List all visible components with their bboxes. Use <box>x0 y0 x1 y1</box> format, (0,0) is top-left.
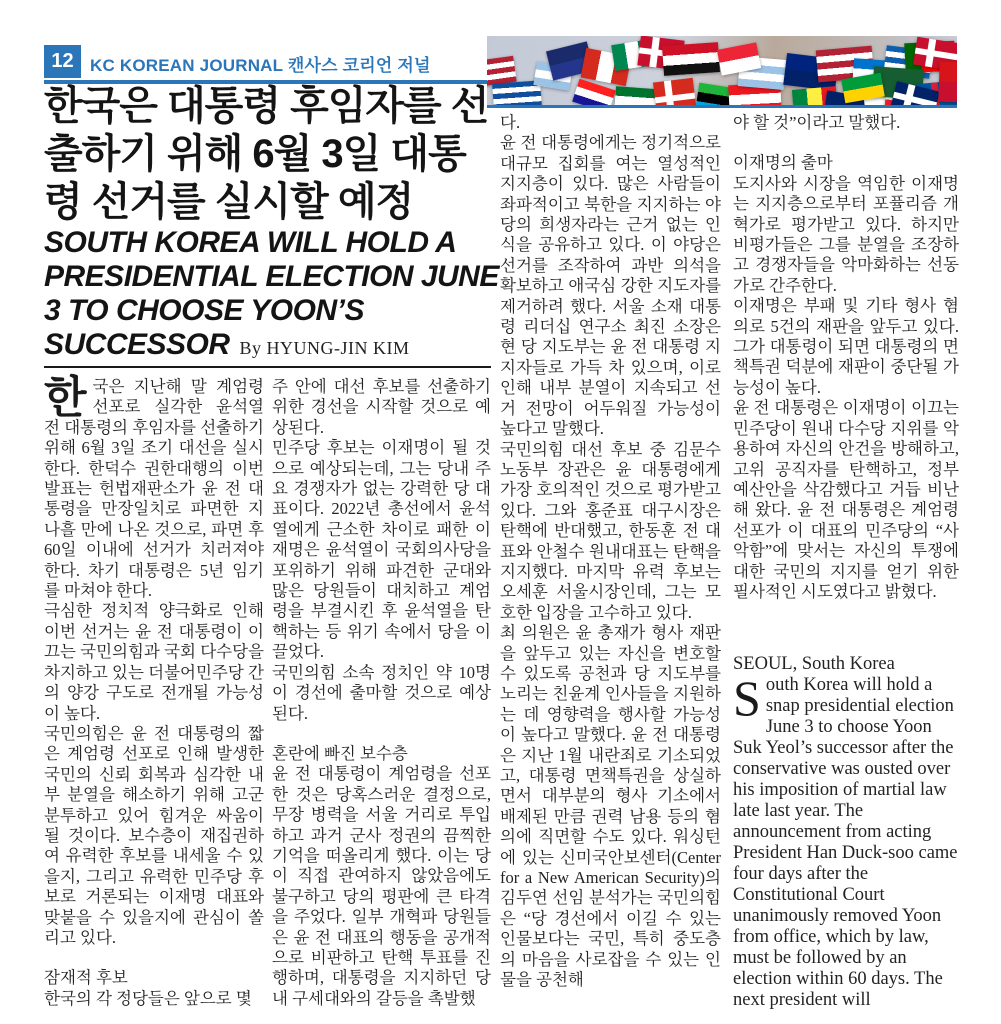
flag-iraq-icon <box>662 42 720 76</box>
flag-cross-bar <box>915 48 957 60</box>
flag-red-right-icon <box>938 62 957 103</box>
paragraph: 민주당 후보는 이재명이 될 것으로 예상되는데, 그는 당내 주요 경쟁자가 없는 강력한 당 대표이다. 2022년 총선에서 윤석열에게 근소한 차이로 패한 이재명은 윤석열이 국회의사당을 포위하기 위해 파견한 군대와 많은 당원들이 대치하고 계엄령을 부결시킨 후 윤석열을 탄핵하는 등 위기 속에서 당을 이끌었다. <box>272 438 491 662</box>
article-column-4 <box>733 113 959 1011</box>
paragraph <box>44 373 264 601</box>
article-column-1 <box>44 373 264 1009</box>
paragraph: 국민의힘 소속 정치인 약 10명이 경선에 출마할 것으로 예상된다. <box>272 662 491 723</box>
headline-english <box>44 226 506 365</box>
paragraph: 윤 전 대통령은 이재명이 이끄는 민주당이 원내 다수당 지위를 악용하여 자신의 안건을 방해하고, 고위 공직자를 탄핵하고, 정부 예산안을 삭감했다고 거듭 비난해 왔다. 윤 전 대통령은 계엄령 선포가 이 대표의 민주당의 “사악함”에 맞서는 자신의 투쟁에 대한 국민의 지지를 얻기 위한 필사적인 시도였다고 밝혔다. <box>733 398 959 601</box>
paragraph-text: outh Korea will hold a snap presidential election June 3 to choose Yoon Suk Yeol’s successor after the conservative was ousted over his imposition of martial law late last year. The announcement from acting President Han Duck-soo came four days after the Constitutional Court unanimously removed Yoon from office, which by law, must be followed by an election within 60 days. The next president will <box>733 675 958 1011</box>
masthead-title: KC KOREAN JOURNAL 캔사스 코리언 저널 <box>90 56 431 75</box>
paragraph: 국민의힘은 윤 전 대통령의 짧은 계엄령 선포로 인해 발생한 국민의 신뢰 회복과 심각한 내부 분열을 해소하기 위해 고군분투하고 있어 힘겨운 싸움이 될 것이다. 보수층이 재집권하여 유력한 후보를 내세울 수 있을지, 그리고 유력한 민주당 후보로 거론되는 이재명 대표와 맞붙을 수 있을지에 관심이 쏠리고 있다. <box>44 723 264 947</box>
byline: By HYUNG-JIN KIM <box>239 338 410 358</box>
paragraph-english <box>733 670 959 1011</box>
article-column-3 <box>500 113 721 990</box>
paragraph: 국민의힘 대선 후보 중 김문수 노동부 장관은 윤 대통령에게 가장 호의적인 것으로 평가받고 있다. 그와 홍준표 대구시장은 탄핵에 반대했고, 한동훈 전 대표와 안철수 원내대표는 탄핵을 지지했다. 마지막 유력 후보는 오세훈 서울시장인데, 그는 모호한 입장을 고수하고 있다. <box>500 439 721 622</box>
subhead-potential-candidates: 잠재적 후보 <box>44 968 128 988</box>
paragraph: 주 안에 대선 후보를 선출하기 위한 경선을 시작할 것으로 예상된다. <box>272 377 491 437</box>
dropcap: S <box>733 670 761 727</box>
paragraph-text: 국은 지난해 말 계엄령 선포로 실각한 윤석열 전 대통령의 후임자를 선출하기 위해 6월 3일 조기 대선을 실시한다. 한덕수 권한대행의 이번 발표는 헌법재판소가 윤 전 대통령을 만장일치로 파면한 지 나흘 만에 나온 것으로, 파면 후 60일 이내에 선거가 치러져야 한다. 차기 대통령은 5년 임기를 마쳐야 한다. <box>44 377 264 601</box>
paragraph: 최 의원은 윤 총재가 형사 재판을 앞두고 있는 자신을 변호할 수 있도록 공천과 당 지도부를 노리는 친윤계 인사들을 지원하는 데 영향력을 행사할 가능성이 높다고 말했다. 윤 전 대통령은 지난 1월 내란죄로 기소되었고, 대통령 면책특권을 상실하면서 대부분의 형사 기소에서 배제된 만큼 권력 남용 등의 혐의에 직면할 수도 있다. 워싱턴에 있는 신미국안보센터(Center for a New American Security)의 김두연 선임 분석가는 국민의힘은 “당 경선에서 이길 수 있는 인물보다는 국민, 특히 중도층의 마음을 사로잡을 수 있는 인물을 공천해 <box>500 623 721 990</box>
dropcap: 한 <box>44 373 87 422</box>
paragraph: 다. <box>500 113 521 132</box>
flag-cross-bar <box>893 92 937 105</box>
headline-divider <box>44 366 491 368</box>
paragraph: 한국의 각 정당들은 앞으로 몇 <box>44 988 252 1008</box>
subhead-conservatives-in-disarray: 혼란에 빠진 보수층 <box>272 743 408 763</box>
paragraph: 도지사와 시장을 역임한 이재명는 지지층으로부터 포퓰리즘 개혁가로 평가받고 있다. 하지만 비평가들은 그를 분열을 조장하고 경쟁자들을 악마화하는 선동가로 간주한다. <box>733 173 959 295</box>
paragraph: 극심한 정치적 양극화로 인해 이번 선거는 윤 전 대통령이 이끄는 국민의힘과 국회 다수당을 차지하고 있는 더불어민주당 간의 양강 구도로 전개될 가능성이 높다. <box>44 601 264 723</box>
subhead-lee-jae-myung-run: 이재명의 출마 <box>733 153 833 173</box>
banner-rule <box>487 105 957 108</box>
paragraph: 윤 전 대통령에게는 정기적으로 대규모 집회를 여는 열성적인 지지층이 있다. 많은 사람들이 좌파적이고 북한을 지지하는 야당의 희생자라는 근거 없는 인식을 공유하고 있다. 이 야당은 선거를 조작하여 과반 의석을 확보하고 애국심 강한 지도자를 제거하려 했다. 서울 소재 대통령 리더십 연구소 최진 소장은 현 당 지도부는 윤 전 대통령 지지자들로 가득 차 있으며, 이로 인해 내부 분열이 지속되고 선거 전망이 어두워질 가능성이 높다고 말했다. <box>500 133 721 439</box>
paragraph: 야 할 것”이라고 말했다. <box>733 113 901 132</box>
article-column-2 <box>272 377 491 1009</box>
paragraph: 이재명은 부패 및 기타 형사 혐의로 5건의 재판을 앞두고 있다. 그가 대통령이 되면 대통령의 면책특권 덕분에 재판이 중단될 가능성이 높다. <box>733 296 959 397</box>
paragraph: 윤 전 대통령이 계엄령을 선포한 것은 당혹스러운 결정으로, 무장 병력을 서울 거리로 투입하고 과거 군사 정권의 끔찍한 기억을 떠올리게 했다. 이는 당이 직접 관여하지 않았음에도 불구하고 당의 평판에 큰 타격을 주었다. 일부 개혁파 당원들은 윤 전 대표의 행동을 공개적으로 비판하고 탄핵 투표를 진행하며, 대통령을 지지하던 당내 구세대와의 갈등을 촉발했 <box>272 764 491 1008</box>
flags-collage <box>487 36 957 105</box>
dateline: SEOUL, South Korea <box>733 654 895 675</box>
flag-switzerland-icon <box>653 78 697 105</box>
page-number-badge: 12 <box>44 45 81 78</box>
headline-korean: 한국은 대통령 후임자를 선출하기 위해 6월 3일 대통령 선거를 실시할 예정 <box>44 84 489 224</box>
flag-cross-bar <box>655 92 695 103</box>
column-spacer <box>733 602 959 654</box>
headline-english-text: SOUTH KOREA WILL HOLD A PRESIDENTIAL ELECTION JUNE 3 TO CHOOSE YOON’S SUCCESSOR <box>44 226 499 361</box>
